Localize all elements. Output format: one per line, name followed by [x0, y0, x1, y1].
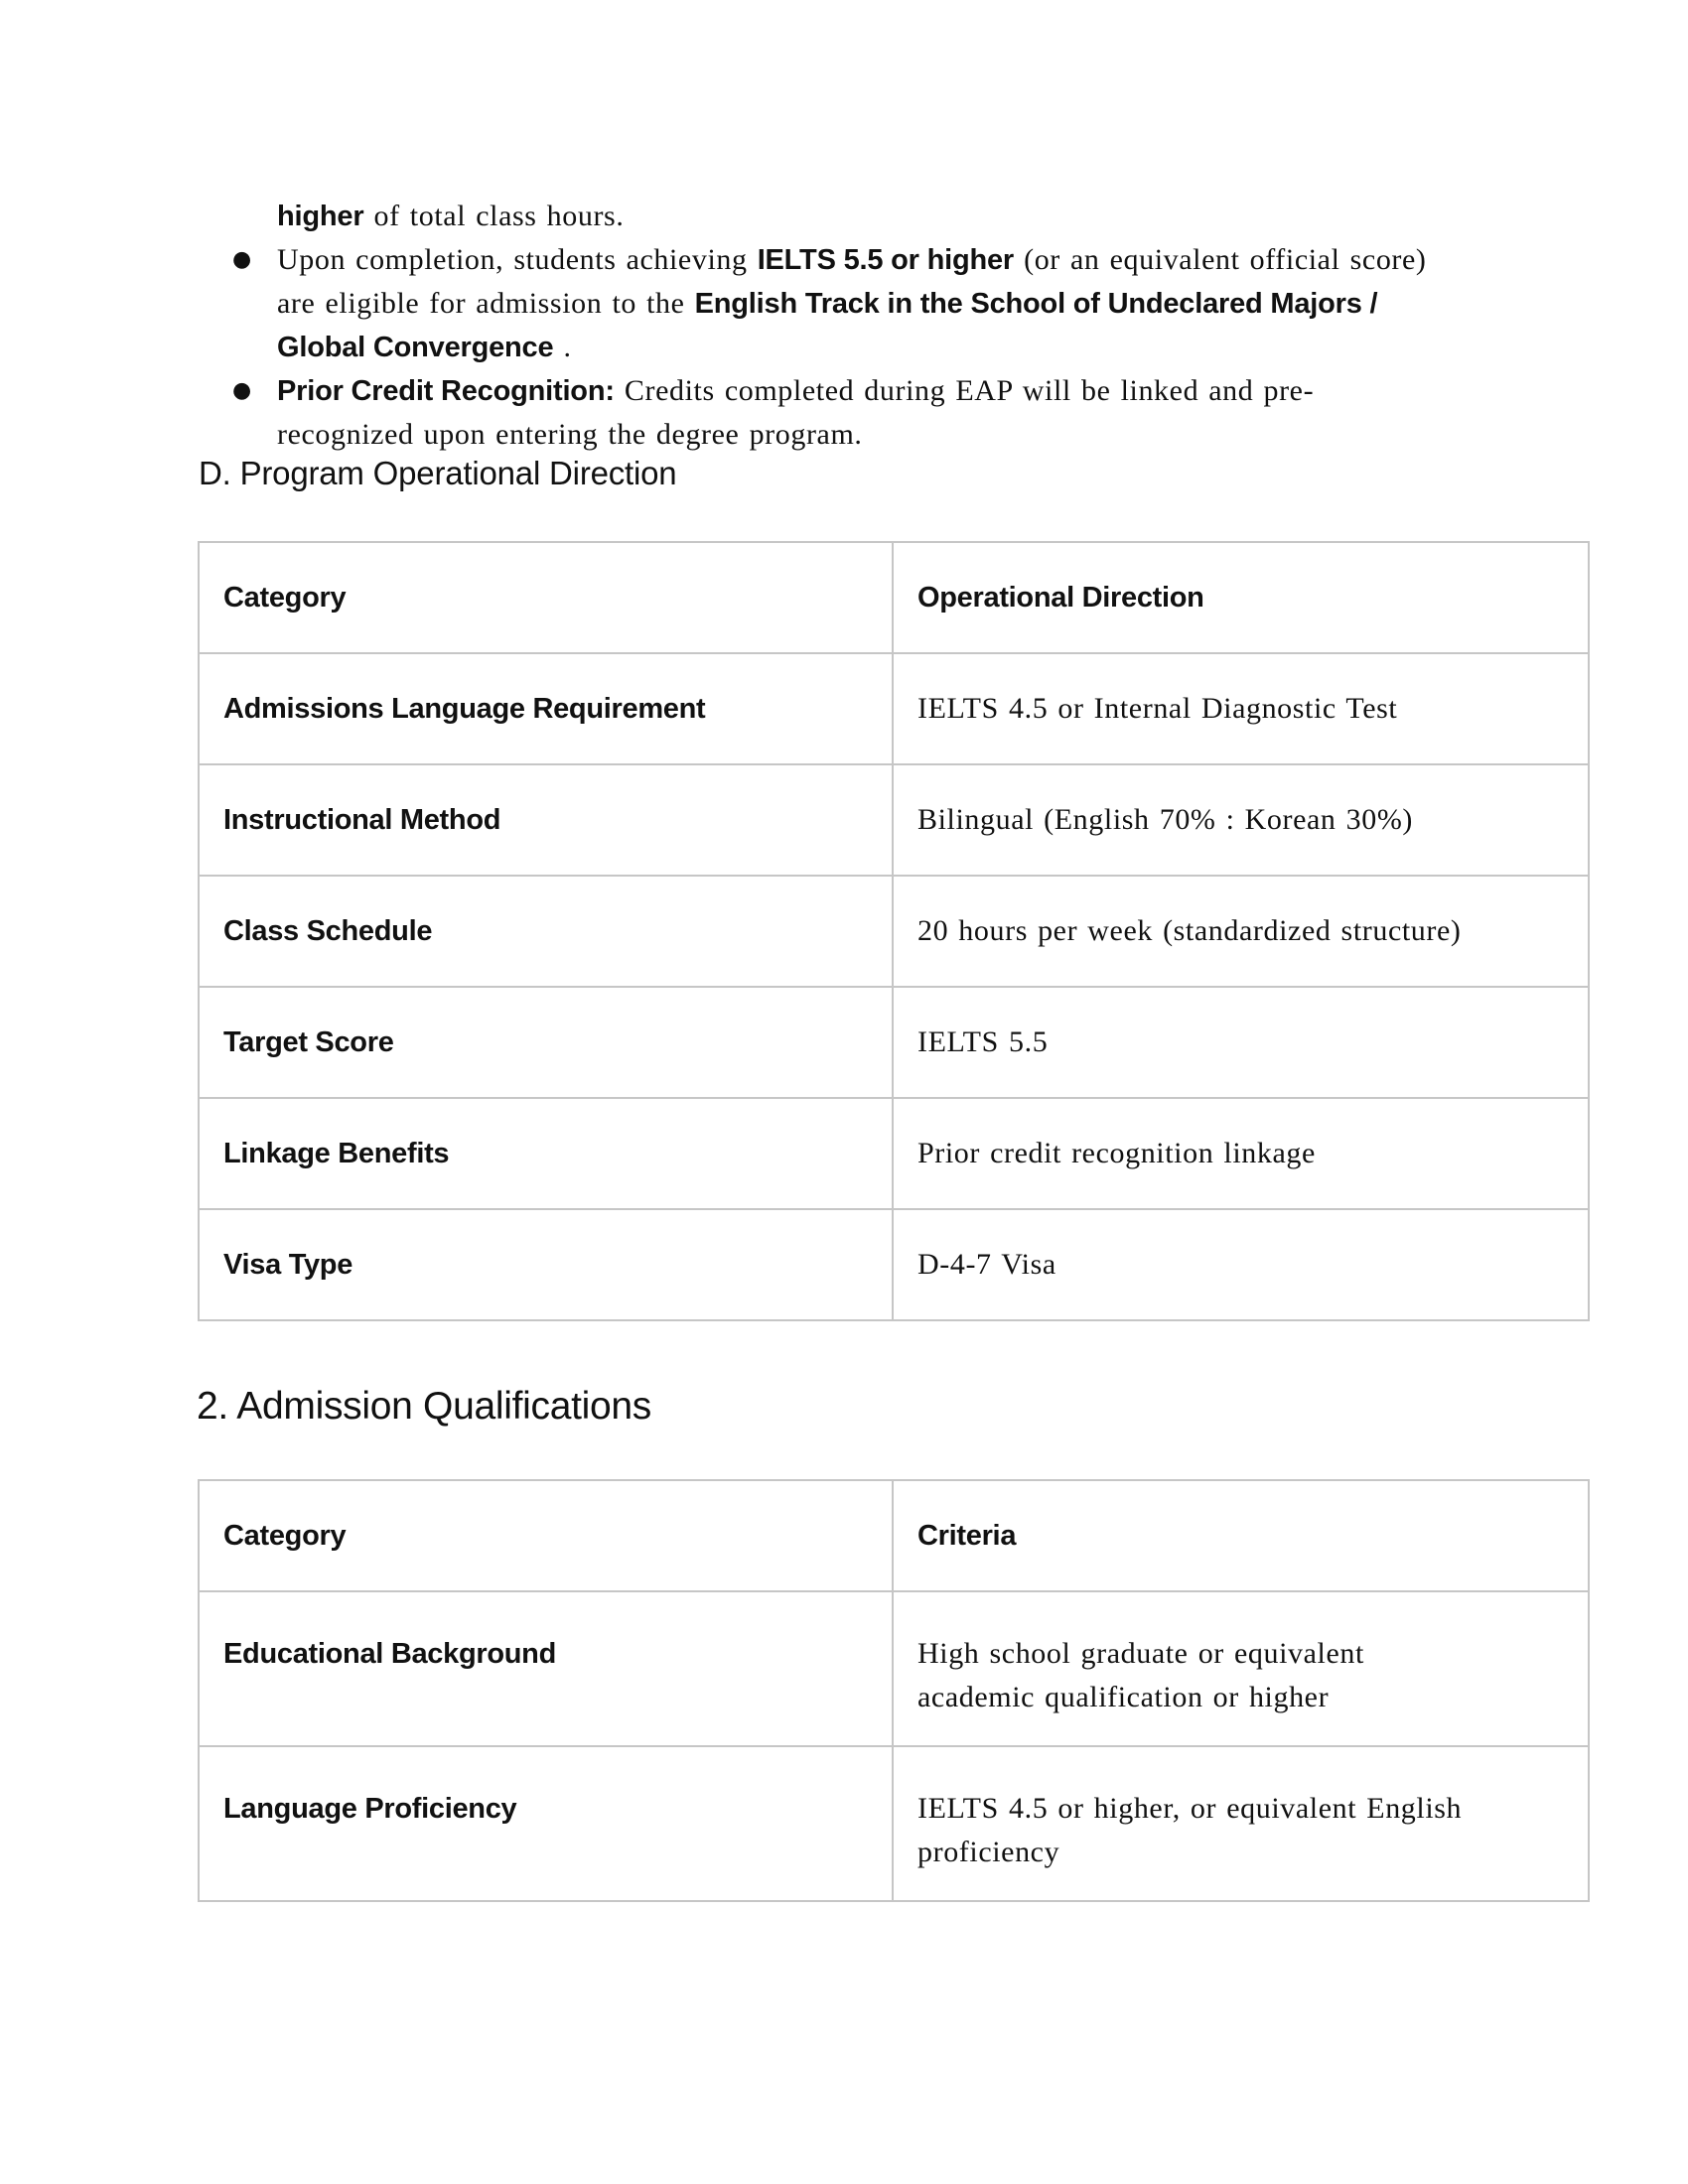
body-text: of total class hours.: [363, 200, 625, 232]
bullet-1-line-1: [277, 238, 1427, 282]
table-header-cell: Category: [199, 1480, 893, 1591]
value-cell: D-4-7 Visa: [893, 1209, 1589, 1320]
value-line: High school graduate or equivalent: [917, 1637, 1364, 1670]
value-line: academic qualification or higher: [917, 1681, 1330, 1713]
category-cell: Admissions Language Requirement: [199, 653, 893, 764]
category-cell: Linkage Benefits: [199, 1098, 893, 1209]
table-header-cell: Category: [199, 542, 893, 653]
bullet-icon: ●: [232, 378, 252, 403]
table-header-row: [199, 542, 1589, 653]
value-cell: Bilingual (English 70% : Korean 30%): [893, 764, 1589, 876]
bullet-2-line-1: [277, 369, 1314, 413]
value-cell: 20 hours per week (standardized structure): [893, 876, 1589, 987]
bold-text: Global Convergence: [277, 332, 554, 363]
table-row: [199, 876, 1589, 987]
value-line: IELTS 4.5 or higher, or equivalent English: [917, 1792, 1463, 1825]
table-row: [199, 653, 1589, 764]
category-cell: Instructional Method: [199, 764, 893, 876]
table-row: [199, 1098, 1589, 1209]
category-cell: Visa Type: [199, 1209, 893, 1320]
value-cell: IELTS 5.5: [893, 987, 1589, 1098]
body-text: Upon completion, students achieving: [277, 243, 758, 276]
bold-text: Prior Credit Recognition:: [277, 375, 615, 407]
bullet-2-line-2: [277, 413, 863, 457]
bold-text: higher: [277, 201, 364, 232]
table-row: [199, 1209, 1589, 1320]
bullet-icon: ●: [232, 247, 252, 272]
admission-qualifications-table: [198, 1479, 1590, 1902]
category-cell: Educational Background: [199, 1591, 893, 1746]
section-heading-operational: D. Program Operational Direction: [199, 455, 677, 491]
body-text: (or an equivalent official score): [1014, 243, 1427, 276]
bold-text: IELTS 5.5 or higher: [757, 244, 1015, 276]
value-line: proficiency: [917, 1836, 1060, 1868]
body-text: Credits completed during EAP will be linked and pre-: [614, 374, 1315, 407]
body-text: .: [553, 331, 572, 363]
bullet-continuation-line: [277, 195, 624, 238]
value-cell: IELTS 4.5 or Internal Diagnostic Test: [893, 653, 1589, 764]
bullet-1-line-3: [277, 326, 572, 369]
table-header-cell: Operational Direction: [893, 542, 1589, 653]
table-row: [199, 1746, 1589, 1901]
table-row: [199, 764, 1589, 876]
operational-direction-table: [198, 541, 1590, 1321]
table-header-row: [199, 1480, 1589, 1591]
value-cell: Prior credit recognition linkage: [893, 1098, 1589, 1209]
body-text: are eligible for admission to the: [277, 287, 695, 320]
body-text: recognized upon entering the degree program.: [277, 418, 863, 451]
section-heading-admission: 2. Admission Qualifications: [197, 1385, 651, 1428]
table-header-cell: Criteria: [893, 1480, 1589, 1591]
bold-text: English Track in the School of Undeclared Majors /: [694, 288, 1378, 320]
value-cell: [893, 1591, 1589, 1746]
category-cell: Class Schedule: [199, 876, 893, 987]
category-cell: Language Proficiency: [199, 1746, 893, 1901]
category-cell: Target Score: [199, 987, 893, 1098]
table-row: [199, 987, 1589, 1098]
bullet-1-line-2: [277, 282, 1377, 326]
value-cell: [893, 1746, 1589, 1901]
table-row: [199, 1591, 1589, 1746]
